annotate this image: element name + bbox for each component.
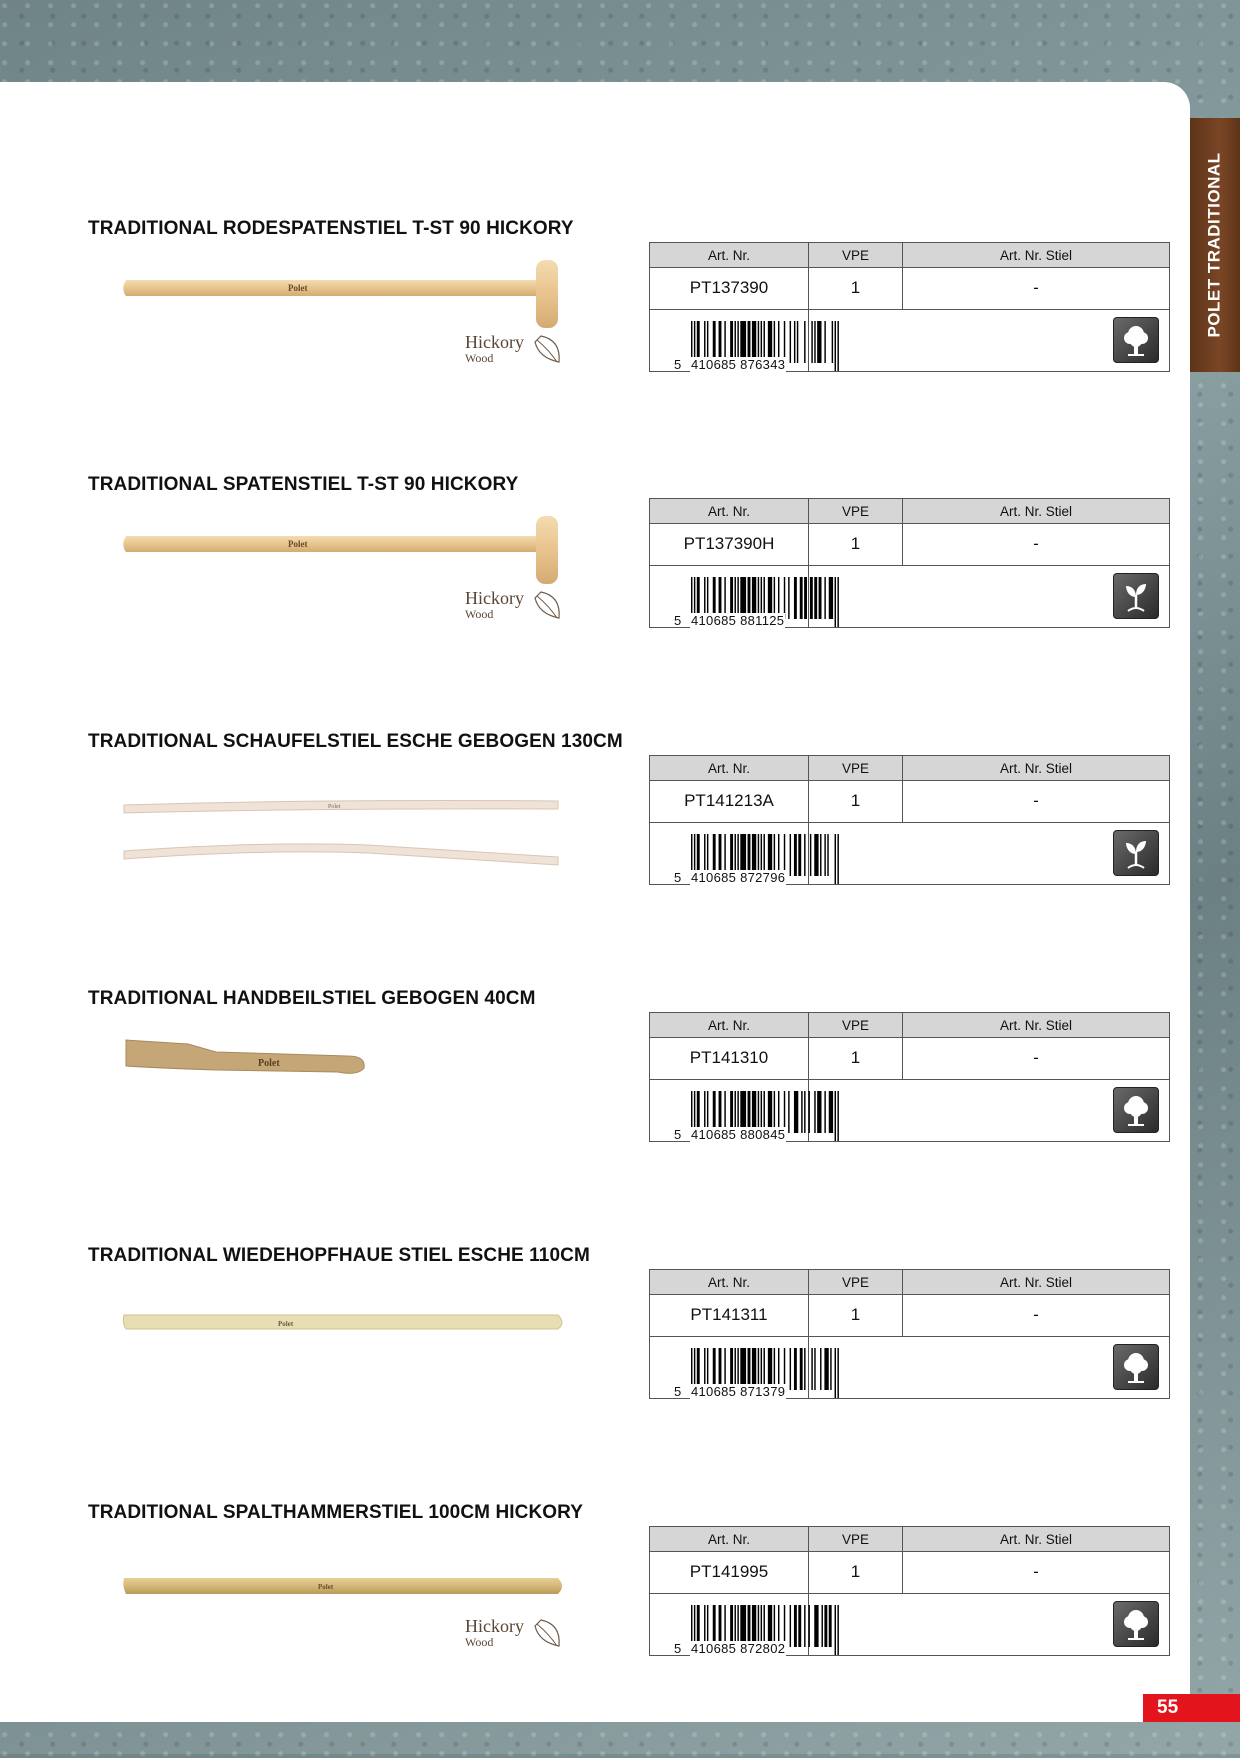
product-block <box>0 988 1190 1244</box>
barcode <box>650 309 809 372</box>
table-header-row <box>650 499 1169 524</box>
product-title: TRADITIONAL RODESPATENSTIEL T-ST 90 HICKORY <box>88 218 574 239</box>
art-nr-value: PT141213A <box>650 780 809 822</box>
header-art-nr: Art. Nr. <box>650 1527 809 1551</box>
header-art-nr-stiel: Art. Nr. Stiel <box>999 1017 1072 1033</box>
ean-first-digit: 5 <box>674 613 682 628</box>
product-image <box>118 1028 578 1138</box>
barcode-row <box>650 565 1169 628</box>
svg-text:Wood: Wood <box>465 351 494 365</box>
product-block <box>0 1502 1190 1758</box>
page-number: 55 <box>1143 1694 1240 1722</box>
art-nr-stiel-value: - <box>1033 791 1039 810</box>
header-vpe: VPE <box>809 499 903 523</box>
product-title: TRADITIONAL SPATENSTIEL T-ST 90 HICKORY <box>88 474 519 495</box>
art-nr-stiel-value: - <box>1033 534 1039 553</box>
ean-digits: 410685 881125 <box>691 613 785 628</box>
tree-icon <box>1113 1087 1159 1133</box>
vpe-value: 1 <box>809 1037 903 1079</box>
hickory-logo-text: Hickory <box>465 588 524 608</box>
header-art-nr: Art. Nr. <box>650 499 809 523</box>
product-info-table <box>649 1012 1170 1142</box>
tree-icon <box>1113 317 1159 363</box>
vpe-value: 1 <box>809 267 903 309</box>
svg-text:Polet: Polet <box>258 1058 280 1069</box>
header-vpe: VPE <box>809 756 903 780</box>
svg-text:Wood: Wood <box>465 607 494 621</box>
art-nr-value: PT141995 <box>650 1551 809 1593</box>
barcode-row <box>650 822 1169 885</box>
vpe-value: 1 <box>809 780 903 822</box>
header-art-nr: Art. Nr. <box>650 243 809 267</box>
vpe-value: 1 <box>809 1294 903 1336</box>
header-art-nr-stiel: Art. Nr. Stiel <box>999 1274 1072 1290</box>
table-row <box>650 1551 1169 1594</box>
svg-text:Polet: Polet <box>278 1320 294 1328</box>
art-nr-stiel-value: - <box>1033 278 1039 297</box>
ean-first-digit: 5 <box>674 357 682 372</box>
ean-first-digit: 5 <box>674 870 682 885</box>
sprout-icon <box>1113 830 1159 876</box>
ean-digits: 410685 872802 <box>691 1641 786 1656</box>
header-art-nr: Art. Nr. <box>650 1270 809 1294</box>
hickory-logo-text: Hickory <box>465 332 524 352</box>
ean-digits: 410685 876343 <box>691 357 786 372</box>
product-image <box>118 771 578 881</box>
ean-first-digit: 5 <box>674 1127 682 1142</box>
header-art-nr-stiel: Art. Nr. Stiel <box>999 247 1072 263</box>
art-nr-value: PT137390 <box>650 267 809 309</box>
product-image <box>118 514 578 624</box>
table-row <box>650 523 1169 566</box>
tree-icon <box>1113 1601 1159 1647</box>
barcode <box>650 1079 809 1142</box>
table-row <box>650 267 1169 310</box>
table-row <box>650 1037 1169 1080</box>
header-vpe: VPE <box>809 1013 903 1037</box>
header-art-nr-stiel: Art. Nr. Stiel <box>999 760 1072 776</box>
table-header-row <box>650 243 1169 268</box>
art-nr-value: PT141311 <box>650 1294 809 1336</box>
svg-text:Polet: Polet <box>288 539 308 549</box>
barcode-row <box>650 1079 1169 1142</box>
product-title: TRADITIONAL HANDBEILSTIEL GEBOGEN 40CM <box>88 988 536 1009</box>
table-header-row <box>650 1527 1169 1552</box>
hickory-logo-text: Hickory <box>465 1616 524 1636</box>
product-info-table <box>649 242 1170 372</box>
product-title: TRADITIONAL SCHAUFELSTIEL ESCHE GEBOGEN 130CM <box>88 731 623 752</box>
table-header-row <box>650 1270 1169 1295</box>
product-info-table <box>649 1269 1170 1399</box>
product-image <box>118 1285 578 1395</box>
product-title: TRADITIONAL WIEDEHOPFHAUE STIEL ESCHE 110CM <box>88 1245 590 1266</box>
ean-digits: 410685 880845 <box>691 1127 786 1142</box>
hickory-wood-logo <box>465 1616 559 1649</box>
hickory-wood-logo <box>465 332 559 365</box>
barcode <box>650 565 809 628</box>
hickory-wood-logo <box>465 588 559 621</box>
art-nr-stiel-value: - <box>1033 1305 1039 1324</box>
barcode <box>650 1593 809 1656</box>
header-vpe: VPE <box>809 243 903 267</box>
product-block <box>0 218 1190 474</box>
barcode-row <box>650 1336 1169 1399</box>
barcode-row <box>650 309 1169 372</box>
product-info-table <box>649 498 1170 628</box>
vpe-value: 1 <box>809 1551 903 1593</box>
section-side-tab <box>1190 118 1240 372</box>
art-nr-stiel-value: - <box>1033 1048 1039 1067</box>
art-nr-stiel-value: - <box>1033 1562 1039 1581</box>
svg-text:Polet: Polet <box>288 283 308 293</box>
ean-digits: 410685 872796 <box>691 870 786 885</box>
header-art-nr: Art. Nr. <box>650 1013 809 1037</box>
header-art-nr-stiel: Art. Nr. Stiel <box>999 1531 1072 1547</box>
header-vpe: VPE <box>809 1270 903 1294</box>
sprout-icon <box>1113 573 1159 619</box>
table-header-row <box>650 756 1169 781</box>
barcode-row <box>650 1593 1169 1656</box>
product-block <box>0 474 1190 730</box>
ean-first-digit: 5 <box>674 1641 682 1656</box>
table-row <box>650 1294 1169 1337</box>
header-art-nr-stiel: Art. Nr. Stiel <box>999 503 1072 519</box>
product-block <box>0 731 1190 987</box>
product-info-table <box>649 755 1170 885</box>
ean-first-digit: 5 <box>674 1384 682 1399</box>
vpe-value: 1 <box>809 523 903 565</box>
art-nr-value: PT137390H <box>650 523 809 565</box>
tree-icon <box>1113 1344 1159 1390</box>
ean-digits: 410685 871379 <box>691 1384 786 1399</box>
svg-text:Wood: Wood <box>465 1635 494 1649</box>
product-block <box>0 1245 1190 1501</box>
product-title: TRADITIONAL SPALTHAMMERSTIEL 100CM HICKORY <box>88 1502 584 1523</box>
product-image <box>118 258 578 368</box>
header-vpe: VPE <box>809 1527 903 1551</box>
product-image <box>118 1542 578 1652</box>
section-side-tab-label: POLET TRADITIONAL <box>1205 152 1225 338</box>
table-row <box>650 780 1169 823</box>
svg-text:Polet: Polet <box>328 804 341 810</box>
product-info-table <box>649 1526 1170 1656</box>
svg-text:Polet: Polet <box>318 1583 334 1591</box>
art-nr-value: PT141310 <box>650 1037 809 1079</box>
header-art-nr: Art. Nr. <box>650 756 809 780</box>
table-header-row <box>650 1013 1169 1038</box>
barcode <box>650 1336 809 1399</box>
barcode <box>650 822 809 885</box>
